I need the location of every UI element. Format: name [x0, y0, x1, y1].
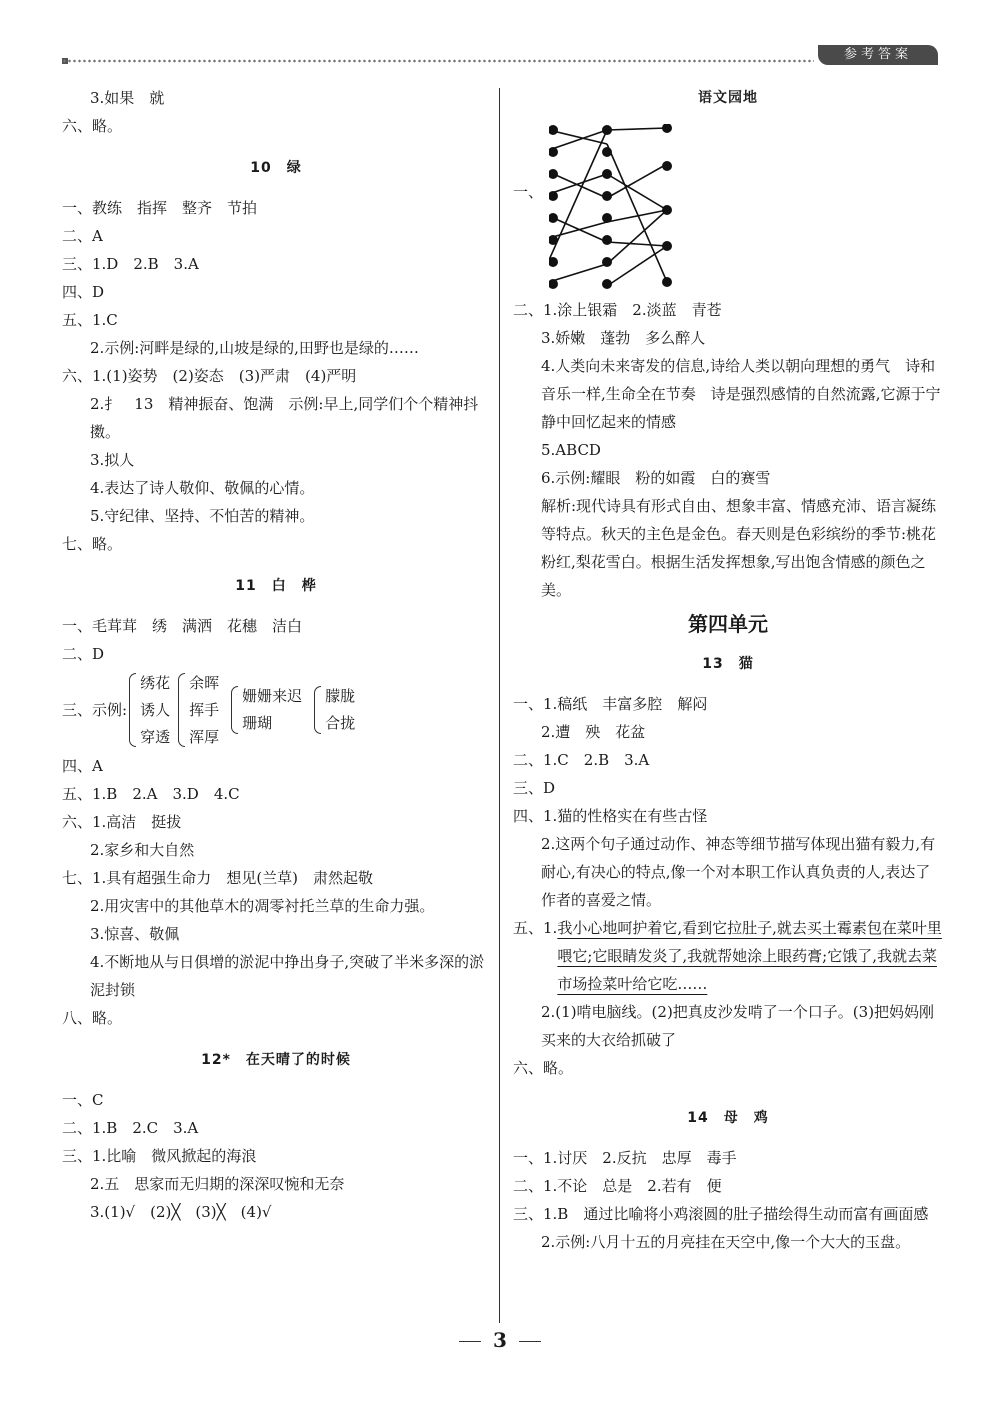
- answer-prefix: 一、: [513, 183, 544, 201]
- word: 朦胧: [325, 687, 356, 705]
- answer-prefix: 三、示例:: [62, 701, 128, 719]
- answer-line: 4.表达了诗人敬仰、敬佩的心情。: [90, 479, 315, 497]
- word: 姗姗来迟: [242, 687, 303, 705]
- answer-line: 四、1.猫的性格实在有些古怪: [513, 807, 708, 825]
- page-number-value: 3: [493, 1328, 507, 1352]
- answer-line: 一、1.讨厌 2.反抗 忠厚 毒手: [513, 1149, 737, 1167]
- answer-line: 四、D: [62, 283, 105, 301]
- matching-lines: [549, 124, 689, 296]
- answer-line: 二、D: [62, 645, 105, 663]
- answer-line: 2.遭 殃 花盆: [541, 723, 646, 741]
- word-group: [242, 683, 302, 737]
- answer-line: 六、略。: [62, 117, 123, 135]
- answer-line: 二、1.C 2.B 3.A: [513, 751, 650, 769]
- word: 合拢: [325, 714, 356, 732]
- column-divider: [499, 88, 500, 1323]
- answer-line: 三、D: [513, 779, 556, 797]
- section-title: 10 绿: [250, 160, 302, 176]
- word: 挥手: [189, 700, 220, 719]
- word: 珊瑚: [242, 714, 273, 732]
- section-title: 12* 在天晴了的时候: [201, 1052, 351, 1068]
- answer-line: 3.娇嫩 蓬勃 多么醉人: [541, 329, 706, 347]
- answer-line: 2.用灾害中的其他草木的凋零衬托兰草的生命力强。: [90, 897, 435, 915]
- answer-line: 5.ABCD: [541, 441, 601, 459]
- answer-line: 八、略。: [62, 1009, 123, 1027]
- section-title: 13 猫: [702, 656, 754, 672]
- answer-line: 六、1.(1)姿势 (2)姿态 (3)严肃 (4)严明: [62, 367, 357, 385]
- answer-line: 2.(1)啃电脑线。(2)把真皮沙发啃了一个口子。(3)把妈妈刚买来的大衣给抓破了: [541, 1003, 935, 1049]
- word-groups: [62, 668, 490, 752]
- word: 浑厚: [189, 727, 220, 746]
- answer-line: 2.示例:八月十五的月亮挂在天空中,像一个大大的玉盘。: [541, 1233, 911, 1251]
- answer-line: [513, 914, 943, 998]
- answer-line: 3.惊喜、敬佩: [90, 925, 180, 943]
- answer-line: 二、1.不论 总是 2.若有 便: [513, 1177, 722, 1195]
- answer-line: 3.如果 就: [90, 89, 165, 107]
- unit-title: 第四单元: [688, 612, 768, 636]
- analysis-text: 解析:现代诗具有形式自由、想象丰富、情感充沛、语言凝练等特点。秋天的主色是金色。春天则是色彩缤纷的季节:桃花粉红,梨花雪白。根据生活发挥想象,写出饱含情感的颜色之美。: [541, 497, 937, 599]
- dash: [459, 1341, 481, 1342]
- section-title: 11 白 桦: [235, 578, 317, 594]
- answer-line: 2.示例:河畔是绿的,山坡是绿的,田野也是绿的……: [90, 339, 419, 357]
- answer-line: 2.五 思家而无归期的深深叹惋和无奈: [90, 1175, 345, 1193]
- answer-line: 五、1.C: [62, 311, 118, 329]
- underlined-answer: 我小心地呵护着它,看到它拉肚子,就去买土霉素包在菜叶里喂它;它眼睛发炎了,我就帮她涂上眼药膏;它饿了,我就去菜市场捡菜叶给它吃……: [557, 919, 942, 993]
- matching-diagram: [513, 124, 943, 296]
- header-dotted-rule: [62, 58, 814, 64]
- word-group: [140, 670, 170, 751]
- answer-line: 二、1.涂上银霜 2.淡蓝 青苍: [513, 301, 722, 319]
- word: 诱人: [140, 700, 171, 719]
- header-tab: 参考答案: [818, 45, 938, 65]
- word: 绣花: [140, 673, 171, 692]
- answer-line: 二、1.B 2.C 3.A: [62, 1119, 199, 1137]
- brace: [231, 686, 238, 734]
- word-group: [325, 683, 355, 737]
- answer-line: 三、1.D 2.B 3.A: [62, 255, 199, 273]
- answer-line: 三、1.比喻 微风掀起的海浪: [62, 1147, 257, 1165]
- answer-line: 2.扌 13 精神振奋、饱满 示例:早上,同学们个个精神抖擞。: [90, 395, 479, 441]
- answer-line: 3.拟人: [90, 451, 135, 469]
- answer-line: 5.守纪律、坚持、不怕苦的精神。: [90, 507, 315, 525]
- answer-line: 2.家乡和大自然: [90, 841, 195, 859]
- answer-line: 2.这两个句子通过动作、神态等细节描写体现出猫有毅力,有耐心,有决心的特点,像一个对本职工作认真负责的人,表达了作者的喜爱之情。: [541, 835, 936, 909]
- answer-line: 一、教练 指挥 整齐 节拍: [62, 199, 258, 217]
- answer-line: 一、C: [62, 1091, 104, 1109]
- dash: [519, 1341, 541, 1342]
- answer-line: 4.人类向未来寄发的信息,诗给人类以朝向理想的勇气 诗和音乐一样,生命全在节奏 诗是强烈感情的自然流露,它源于宁静中回忆起来的情感: [541, 357, 941, 431]
- right-column: [513, 84, 943, 1256]
- brace: [129, 673, 136, 747]
- word: 余晖: [189, 673, 220, 692]
- page-number: [0, 1328, 1000, 1352]
- answer-line: 五、1.B 2.A 3.D 4.C: [62, 785, 240, 803]
- answer-line: 七、1.具有超强生命力 想见(兰草) 肃然起敬: [62, 869, 374, 887]
- section-title: 14 母 鸡: [687, 1110, 769, 1126]
- left-column: [62, 84, 490, 1226]
- answer-line: 四、A: [62, 757, 103, 775]
- answer-line: 4.不断地从与日俱增的淤泥中挣出身子,突破了半米多深的淤泥封锁: [90, 953, 485, 999]
- answer-line: 6.示例:耀眼 粉的如霞 白的赛雪: [541, 469, 771, 487]
- answer-line: 三、1.B 通过比喻将小鸡滚圆的肚子描绘得生动而富有画面感: [513, 1205, 929, 1223]
- word-group: [189, 670, 219, 751]
- answer-line: 3.(1)√ (2)╳ (3)╳ (4)√: [90, 1203, 272, 1221]
- answer-line: 六、略。: [513, 1059, 574, 1077]
- answer-line: 二、A: [62, 227, 103, 245]
- answer-line: 一、毛茸茸 绣 满洒 花穗 洁白: [62, 617, 303, 635]
- section-title: 语文园地: [698, 90, 758, 106]
- answer-prefix: 五、1.: [513, 919, 558, 937]
- word: 穿透: [140, 727, 171, 746]
- answer-line: 一、1.稿纸 丰富多腔 解闷: [513, 695, 708, 713]
- brace: [178, 673, 185, 747]
- brace: [314, 686, 321, 734]
- answer-line: 六、1.高洁 挺拔: [62, 813, 182, 831]
- answer-line: 七、略。: [62, 535, 123, 553]
